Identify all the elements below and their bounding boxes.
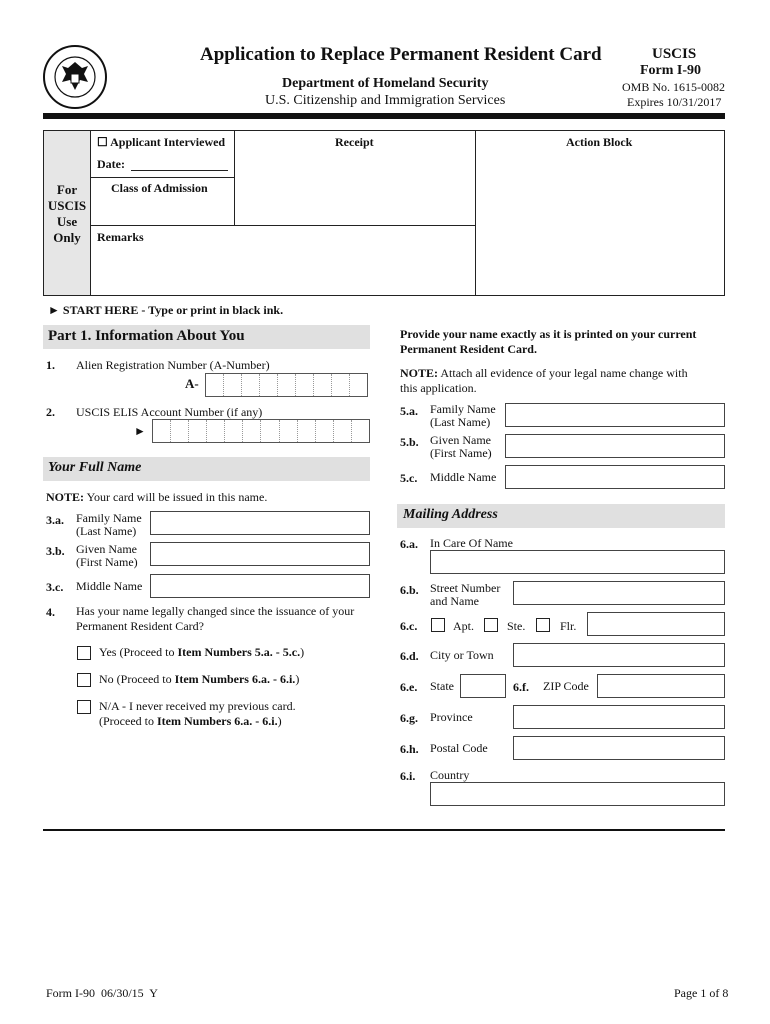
checkbox-icon: ☐: [97, 135, 108, 149]
f6g-number: 6.g.: [400, 711, 418, 725]
header-rule: [43, 113, 725, 119]
f6d-label: City or Town: [430, 648, 494, 662]
department-name: Department of Homeland Security: [282, 76, 489, 91]
ste-checkbox[interactable]: [484, 618, 498, 632]
interview-date-label: Date:: [97, 157, 125, 171]
name-changed-no-checkbox[interactable]: [77, 673, 91, 687]
apt-checkbox[interactable]: [431, 618, 445, 632]
q2-label: USCIS ELIS Account Number (if any): [76, 405, 263, 419]
expiration-date: Expires 10/31/2017: [627, 95, 722, 109]
name-changed-na-label: N/A - I never received my previous card. (Proceed to Item Numbers 6.a. - 6.i.): [99, 699, 296, 728]
prev-family-name-input[interactable]: [505, 403, 725, 427]
remarks-label: Remarks: [97, 230, 144, 244]
f3c-number: 3.c.: [46, 580, 64, 594]
f6i-number: 6.i.: [400, 769, 416, 783]
apt-label: Apt.: [453, 619, 474, 633]
prev-given-name-input[interactable]: [505, 434, 725, 458]
unit-number-input[interactable]: [587, 612, 725, 636]
f5c-number: 5.c.: [400, 471, 418, 485]
f5c-label: Middle Name: [430, 470, 497, 484]
interview-date-line: [131, 170, 228, 171]
state-input[interactable]: [460, 674, 506, 698]
f6f-label: ZIP Code: [543, 679, 589, 693]
a-number-input[interactable]: [205, 373, 368, 397]
full-name-note: NOTE: Your card will be issued in this name.: [46, 490, 268, 504]
form-title: Application to Replace Permanent Resident Card: [200, 44, 602, 65]
footer-page-number: Page 1 of 8: [674, 986, 729, 1000]
f6d-number: 6.d.: [400, 649, 419, 663]
q4-label: Has your name legally changed since the issuance of your Permanent Resident Card?: [76, 604, 355, 633]
f3b-number: 3.b.: [46, 544, 65, 558]
f6h-label: Postal Code: [430, 741, 488, 755]
f3a-label: Family Name (Last Name): [76, 511, 142, 538]
prev-middle-name-input[interactable]: [505, 465, 725, 489]
q4-number: 4.: [46, 605, 55, 619]
f3a-number: 3.a.: [46, 513, 64, 527]
f6e-number: 6.e.: [400, 680, 418, 694]
f6b-label: Street Number and Name: [430, 581, 501, 608]
mailing-address-title: Mailing Address: [403, 507, 498, 522]
dhs-seal: [42, 44, 108, 110]
f3b-label: Given Name (First Name): [76, 542, 138, 569]
name-changed-yes-checkbox[interactable]: [77, 646, 91, 660]
f6e-label: State: [430, 679, 454, 693]
action-block-label: Action Block: [566, 135, 633, 149]
in-care-of-input[interactable]: [430, 550, 725, 574]
office-use-box: [43, 130, 725, 296]
f6a-number: 6.a.: [400, 537, 418, 551]
province-input[interactable]: [513, 705, 725, 729]
f5b-number: 5.b.: [400, 435, 419, 449]
seal-icon: [42, 44, 108, 110]
f3c-label: Middle Name: [76, 579, 143, 593]
f6f-number: 6.f.: [513, 680, 529, 694]
omb-number: OMB No. 1615-0082: [622, 80, 726, 94]
a-number-prefix: A-: [185, 376, 199, 391]
zip-code-input[interactable]: [597, 674, 725, 698]
country-input[interactable]: [430, 782, 725, 806]
f6h-number: 6.h.: [400, 742, 419, 756]
f6c-number: 6.c.: [400, 619, 418, 633]
full-name-title: Your Full Name: [48, 460, 142, 475]
f6a-label: In Care Of Name: [430, 536, 513, 550]
flr-label: Flr.: [560, 619, 577, 633]
uscis-label: USCIS: [652, 46, 697, 62]
name-change-note: NOTE: Attach all evidence of your legal name change with this application.: [400, 366, 688, 395]
street-input[interactable]: [513, 581, 725, 605]
receipt-label: Receipt: [335, 135, 374, 149]
name-changed-no-label: No (Proceed to Item Numbers 6.a. - 6.i.): [99, 672, 300, 686]
f5b-label: Given Name (First Name): [430, 433, 492, 460]
footer-form-info: Form I-90 06/30/15 Y: [46, 986, 158, 1000]
arrow-right-icon: ►: [48, 303, 60, 317]
q1-number: 1.: [46, 358, 55, 372]
bottom-rule: [43, 829, 725, 831]
name-changed-na-checkbox[interactable]: [77, 700, 91, 714]
f5a-number: 5.a.: [400, 404, 418, 418]
name-instructions: Provide your name exactly as it is printed on your current Permanent Resident Card.: [400, 327, 697, 356]
applicant-interviewed-checkbox[interactable]: ☐ Applicant Interviewed: [97, 135, 226, 149]
agency-name: U.S. Citizenship and Immigration Services: [265, 93, 506, 108]
q2-number: 2.: [46, 405, 55, 419]
family-name-input[interactable]: [150, 511, 370, 535]
arrow-right-icon: ►: [134, 424, 146, 438]
postal-code-input[interactable]: [513, 736, 725, 760]
city-input[interactable]: [513, 643, 725, 667]
form-number: Form I-90: [640, 63, 702, 78]
part1-title: Part 1. Information About You: [48, 328, 245, 344]
elis-account-input[interactable]: [152, 419, 370, 443]
q1-label: Alien Registration Number (A-Number): [76, 358, 270, 372]
f6i-label: Country: [430, 768, 470, 782]
f6b-number: 6.b.: [400, 583, 419, 597]
ste-label: Ste.: [507, 619, 526, 633]
middle-name-input[interactable]: [150, 574, 370, 598]
name-changed-yes-label: Yes (Proceed to Item Numbers 5.a. - 5.c.): [99, 645, 305, 659]
f6g-label: Province: [430, 710, 473, 724]
given-name-input[interactable]: [150, 542, 370, 566]
start-here-instruction: ► START HERE - Type or print in black ink.: [48, 303, 284, 317]
flr-checkbox[interactable]: [536, 618, 550, 632]
f5a-label: Family Name (Last Name): [430, 402, 496, 429]
for-uscis-label: For USCIS Use Only: [47, 182, 87, 245]
class-of-admission-label: Class of Admission: [111, 181, 208, 195]
